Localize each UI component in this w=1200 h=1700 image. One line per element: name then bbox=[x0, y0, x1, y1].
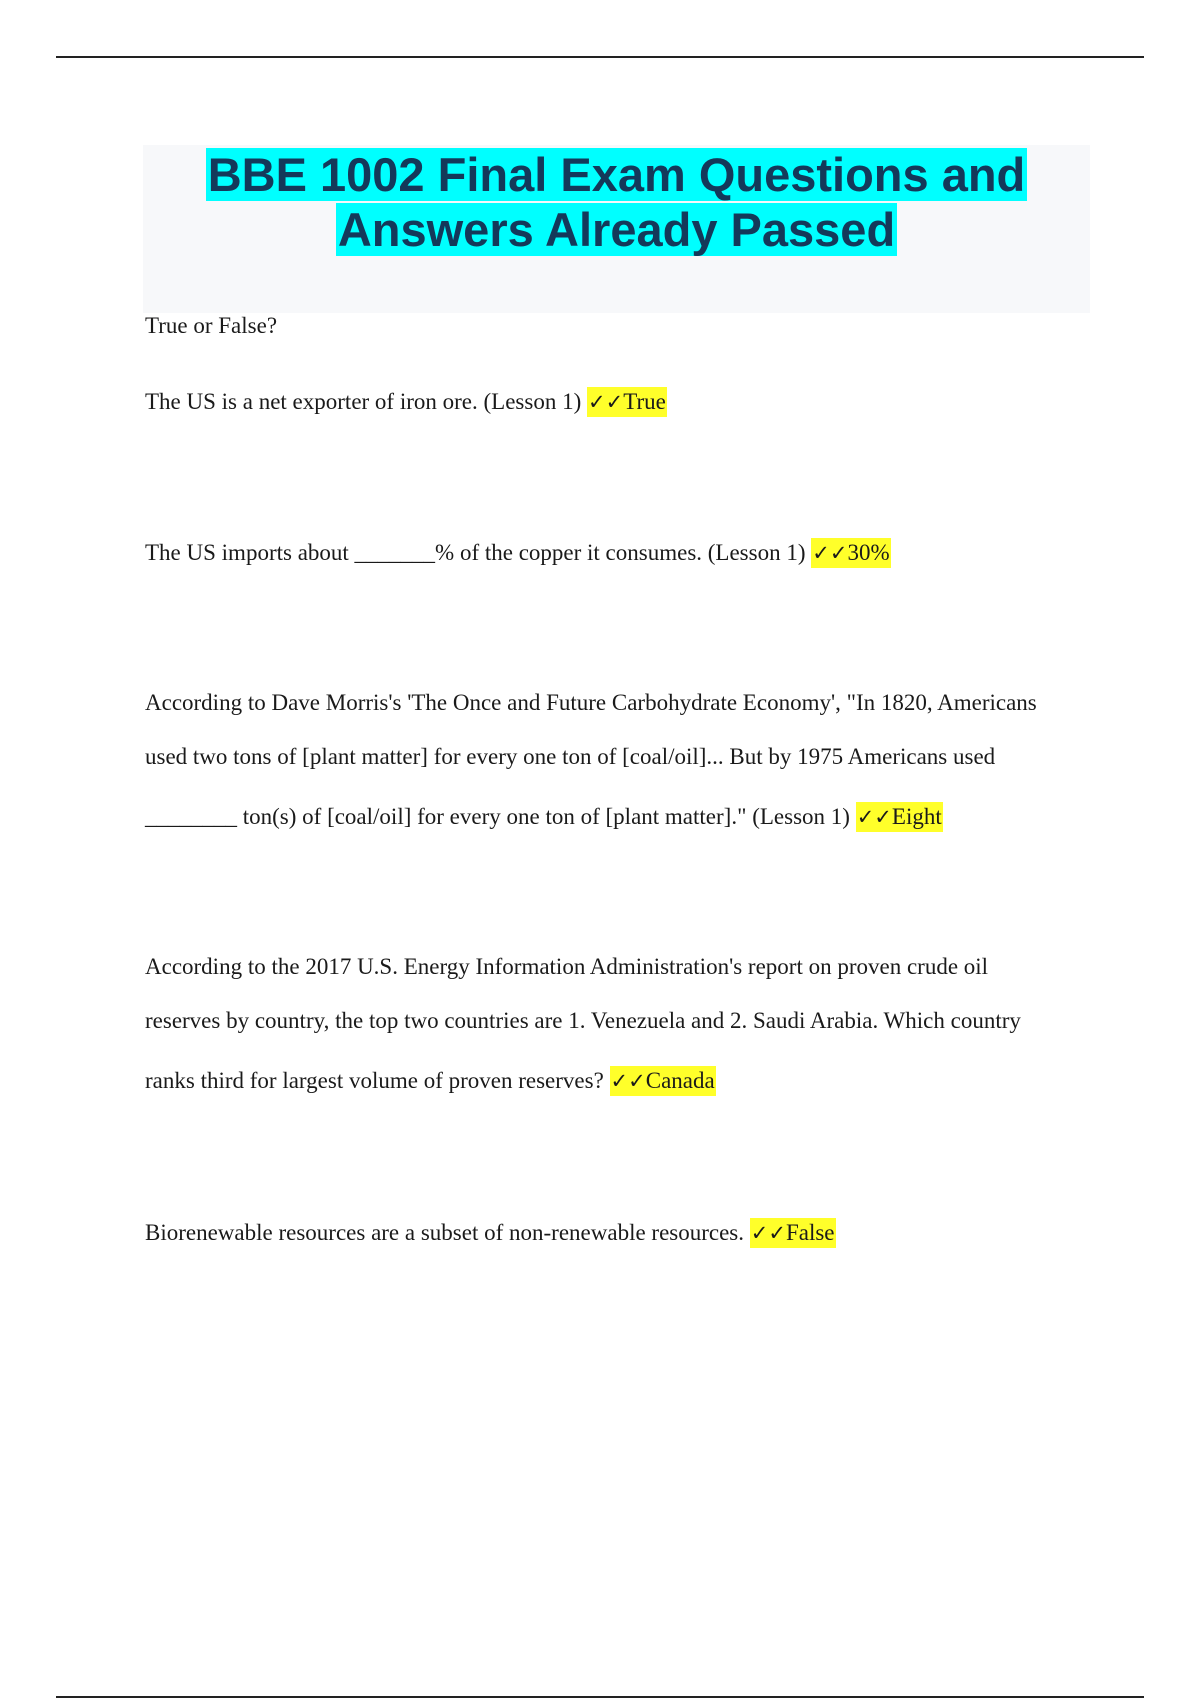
answer-4: Canada bbox=[645, 1068, 715, 1093]
answer-5-highlight bbox=[750, 1218, 836, 1248]
answer-1-highlight bbox=[587, 387, 667, 417]
question-4-line-1: According to the 2017 U.S. Energy Information Administration's report on proven crude oil bbox=[145, 954, 989, 979]
document-title-line-2: Answers Already Passed bbox=[337, 203, 896, 256]
question-3-line-3 bbox=[145, 802, 943, 832]
answer-2-highlight bbox=[811, 538, 890, 568]
check-icon: ✓✓ bbox=[588, 390, 624, 414]
section-heading: True or False? bbox=[145, 313, 278, 338]
question-2 bbox=[145, 538, 891, 568]
question-5 bbox=[145, 1218, 836, 1248]
check-icon: ✓✓ bbox=[812, 541, 848, 565]
question-3-line-2: used two tons of [plant matter] for every one ton of [coal/oil]... But by 1975 Americans used bbox=[145, 744, 996, 769]
answer-3-highlight bbox=[856, 802, 943, 832]
answer-4-highlight bbox=[610, 1066, 716, 1096]
answer-5: False bbox=[785, 1220, 835, 1245]
answer-3: Eight bbox=[891, 804, 942, 829]
question-3-text: ________ ton(s) of [coal/oil] for every one ton of [plant matter]." (Lesson 1) bbox=[145, 804, 856, 829]
question-5-text: Biorenewable resources are a subset of non-renewable resources. bbox=[145, 1220, 750, 1245]
check-icon: ✓✓ bbox=[856, 805, 892, 829]
check-icon: ✓✓ bbox=[610, 1069, 646, 1093]
question-4-line-2: reserves by country, the top two countries are 1. Venezuela and 2. Saudi Arabia. Which country bbox=[145, 1008, 1021, 1033]
question-3-line-1: According to Dave Morris's 'The Once and Future Carbohydrate Economy', "In 1820, Americans bbox=[145, 690, 1037, 715]
bottom-rule bbox=[56, 1696, 1144, 1698]
answer-1: True bbox=[623, 389, 666, 414]
title-block bbox=[143, 145, 1090, 313]
question-4-text: ranks third for largest volume of proven reserves? bbox=[145, 1068, 610, 1093]
document-title-line-1: BBE 1002 Final Exam Questions and bbox=[207, 148, 1026, 201]
question-4-line-3 bbox=[145, 1066, 716, 1096]
question-1 bbox=[145, 387, 667, 417]
question-1-text: The US is a net exporter of iron ore. (Lesson 1) bbox=[145, 389, 587, 414]
top-rule bbox=[56, 56, 1144, 58]
question-2-text: The US imports about _______% of the copper it consumes. (Lesson 1) bbox=[145, 540, 812, 565]
check-icon: ✓✓ bbox=[750, 1221, 786, 1245]
answer-2: 30% bbox=[847, 540, 890, 565]
